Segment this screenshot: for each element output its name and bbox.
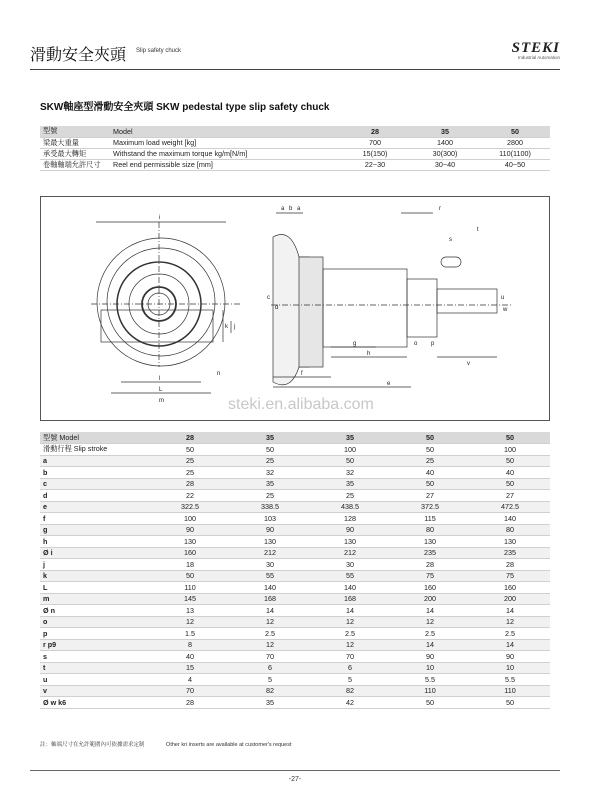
- dim-cell-value: 100: [310, 444, 390, 456]
- dim-cell-value: 50: [470, 455, 550, 467]
- dim-cell-label: s: [40, 651, 150, 663]
- front-flange-outer: [97, 238, 225, 366]
- dim-cell-value: 50: [390, 697, 470, 709]
- keyway-view: [441, 257, 461, 267]
- dim-cell-value: 35: [310, 432, 390, 444]
- dim-cell-label: g: [40, 524, 150, 536]
- label-p: p: [431, 341, 435, 347]
- label-L: L: [159, 387, 163, 393]
- dim-cell-value: 110: [150, 582, 230, 594]
- dim-cell-value: 75: [390, 570, 470, 582]
- dim-cell-label: 滑動行程 Slip stroke: [40, 444, 150, 456]
- dim-row: [40, 685, 550, 697]
- spec-cell-value: 2800: [480, 137, 550, 148]
- dim-cell-value: 80: [470, 524, 550, 536]
- label-a2: a: [297, 206, 301, 212]
- page-number: -27-: [288, 776, 302, 783]
- dim-cell-value: 472.5: [470, 501, 550, 513]
- label-o: o: [414, 341, 418, 347]
- spec-cell-en: Maximum load weight [kg]: [110, 137, 340, 148]
- dim-cell-value: 103: [230, 513, 310, 525]
- dim-cell-label: p: [40, 628, 150, 640]
- dim-row: [40, 662, 550, 674]
- dim-cell-value: 12: [310, 616, 390, 628]
- dim-row: [40, 628, 550, 640]
- dim-cell-value: 50: [150, 444, 230, 456]
- dim-cell-value: 70: [310, 651, 390, 663]
- dim-cell-value: 14: [310, 605, 390, 617]
- dim-cell-value: 70: [150, 685, 230, 697]
- dim-cell-value: 6: [230, 662, 310, 674]
- dim-cell-value: 140: [470, 513, 550, 525]
- dim-cell-value: 130: [390, 536, 470, 548]
- dim-cell-label: b: [40, 467, 150, 479]
- label-j: j: [234, 324, 236, 330]
- dim-cell-value: 90: [390, 651, 470, 663]
- dim-cell-value: 5: [310, 674, 390, 686]
- dim-cell-value: 50: [230, 444, 310, 456]
- dim-cell-value: 110: [470, 685, 550, 697]
- dim-cell-value: 100: [150, 513, 230, 525]
- spec-cell-zh: 承受最大轉矩: [40, 148, 110, 159]
- spec-row: [40, 137, 550, 148]
- dim-cell-value: 50: [470, 697, 550, 709]
- dim-cell-label: v: [40, 685, 150, 697]
- dim-cell-value: 115: [390, 513, 470, 525]
- dim-cell-value: 14: [470, 605, 550, 617]
- dim-cell-value: 27: [390, 490, 470, 502]
- dim-cell-label: f: [40, 513, 150, 525]
- dim-row: [40, 432, 550, 444]
- dim-cell-value: 25: [230, 490, 310, 502]
- dim-cell-value: 322.5: [150, 501, 230, 513]
- dim-cell-value: 50: [310, 455, 390, 467]
- dim-cell-value: 90: [150, 524, 230, 536]
- spec-cell-value: 1400: [410, 137, 480, 148]
- dim-cell-label: k: [40, 570, 150, 582]
- dim-cell-value: 168: [310, 593, 390, 605]
- front-flange-mid: [107, 248, 215, 356]
- dim-cell-value: 2.5: [470, 628, 550, 640]
- spec-cell-value: 50: [480, 126, 550, 137]
- label-n: n: [217, 371, 221, 377]
- dim-cell-value: 212: [230, 547, 310, 559]
- dim-row: [40, 593, 550, 605]
- logo-sub: Industrial Automation: [517, 55, 560, 60]
- spec-row: [40, 126, 550, 137]
- dim-cell-value: 28: [150, 432, 230, 444]
- dimension-table: [40, 432, 550, 709]
- dim-cell-label: Ø n: [40, 605, 150, 617]
- dim-cell-value: 160: [150, 547, 230, 559]
- dim-row: [40, 582, 550, 594]
- spec-cell-value: 700: [340, 137, 410, 148]
- dim-cell-value: 235: [390, 547, 470, 559]
- dim-cell-value: 25: [310, 490, 390, 502]
- dim-cell-label: h: [40, 536, 150, 548]
- dim-cell-value: 2.5: [310, 628, 390, 640]
- dim-cell-value: 10: [470, 662, 550, 674]
- dim-cell-value: 25: [390, 455, 470, 467]
- dim-cell-value: 130: [310, 536, 390, 548]
- dim-cell-value: 28: [150, 697, 230, 709]
- dim-cell-value: 235: [470, 547, 550, 559]
- label-b: b: [289, 206, 293, 212]
- dim-cell-value: 50: [150, 570, 230, 582]
- dim-cell-value: 110: [390, 685, 470, 697]
- dim-row: [40, 455, 550, 467]
- dim-cell-value: 28: [150, 478, 230, 490]
- dim-cell-label: 型號 Model: [40, 432, 150, 444]
- label-v: v: [467, 361, 470, 367]
- dim-cell-label: t: [40, 662, 150, 674]
- dim-row: [40, 674, 550, 686]
- spec-cell-zh: 型號: [40, 126, 110, 137]
- dim-cell-value: 200: [470, 593, 550, 605]
- dim-cell-label: d: [40, 490, 150, 502]
- dim-cell-value: 100: [470, 444, 550, 456]
- dim-row: [40, 559, 550, 571]
- dim-row: [40, 639, 550, 651]
- label-r: r: [439, 206, 441, 212]
- dim-cell-label: o: [40, 616, 150, 628]
- label-g: g: [353, 341, 357, 347]
- logo-brand: STEKI: [511, 40, 560, 56]
- dim-cell-value: 128: [310, 513, 390, 525]
- dim-cell-value: 50: [470, 432, 550, 444]
- label-t: t: [477, 227, 479, 233]
- label-l: l: [159, 376, 161, 382]
- dim-row: [40, 605, 550, 617]
- side-coupling: [299, 257, 323, 367]
- spec-cell-en: Withstand the maximum torque kg/m[N/m]: [110, 148, 340, 159]
- spec-row: [40, 159, 550, 170]
- dim-cell-value: 6: [310, 662, 390, 674]
- dim-cell-value: 35: [230, 697, 310, 709]
- dim-row: [40, 536, 550, 548]
- dim-cell-value: 12: [390, 616, 470, 628]
- dim-cell-value: 12: [470, 616, 550, 628]
- label-m: m: [159, 398, 164, 404]
- dim-cell-value: 5: [230, 674, 310, 686]
- dim-row: [40, 501, 550, 513]
- footnote: [40, 740, 292, 748]
- footer-divider: [30, 770, 560, 771]
- dim-cell-value: 4: [150, 674, 230, 686]
- dim-row: [40, 513, 550, 525]
- label-h: h: [367, 351, 371, 357]
- label-a1: a: [281, 206, 285, 212]
- dim-cell-value: 212: [310, 547, 390, 559]
- dim-cell-value: 12: [230, 639, 310, 651]
- dim-cell-value: 200: [390, 593, 470, 605]
- dim-row: [40, 478, 550, 490]
- spec-cell-value: 28: [340, 126, 410, 137]
- dim-cell-value: 13: [150, 605, 230, 617]
- dim-cell-value: 35: [310, 478, 390, 490]
- spec-row: [40, 148, 550, 159]
- dim-cell-value: 42: [310, 697, 390, 709]
- dim-cell-label: j: [40, 559, 150, 571]
- dim-cell-value: 140: [310, 582, 390, 594]
- dim-cell-value: 82: [230, 685, 310, 697]
- dim-cell-value: 90: [310, 524, 390, 536]
- dim-cell-value: 55: [310, 570, 390, 582]
- label-k: k: [225, 324, 228, 330]
- dim-cell-value: 28: [390, 559, 470, 571]
- dim-cell-value: 32: [230, 467, 310, 479]
- dim-cell-value: 160: [390, 582, 470, 594]
- dim-cell-label: m: [40, 593, 150, 605]
- dim-row: [40, 616, 550, 628]
- technical-drawing-svg: [41, 197, 551, 422]
- dim-cell-value: 82: [310, 685, 390, 697]
- dim-row: [40, 524, 550, 536]
- dim-cell-value: 2.5: [230, 628, 310, 640]
- label-c: c: [267, 295, 270, 301]
- spec-cell-value: 22~30: [340, 159, 410, 170]
- footnote-en: Other kri inserts are available at customer's request: [166, 742, 292, 748]
- dim-cell-value: 25: [150, 455, 230, 467]
- dim-cell-value: 130: [150, 536, 230, 548]
- spec-cell-zh: 梁最大重量: [40, 137, 110, 148]
- dim-cell-value: 14: [470, 639, 550, 651]
- label-i: i: [159, 215, 161, 221]
- label-u: u: [501, 295, 505, 301]
- dim-cell-value: 14: [390, 605, 470, 617]
- watermark: steki.en.alibaba.com: [228, 396, 374, 413]
- dim-row: [40, 467, 550, 479]
- dim-cell-value: 168: [230, 593, 310, 605]
- spec-cell-value: 35: [410, 126, 480, 137]
- label-e: e: [387, 381, 391, 387]
- dim-cell-value: 90: [230, 524, 310, 536]
- dim-cell-value: 70: [230, 651, 310, 663]
- dim-cell-label: Ø i: [40, 547, 150, 559]
- dim-cell-value: 372.5: [390, 501, 470, 513]
- dim-row: [40, 651, 550, 663]
- spec-cell-en: Model: [110, 126, 340, 137]
- dim-cell-value: 28: [470, 559, 550, 571]
- dim-cell-value: 50: [390, 444, 470, 456]
- dim-cell-value: 14: [230, 605, 310, 617]
- dim-cell-value: 145: [150, 593, 230, 605]
- dim-cell-value: 40: [470, 467, 550, 479]
- dim-cell-value: 140: [230, 582, 310, 594]
- dim-cell-value: 55: [230, 570, 310, 582]
- spec-cell-value: 15(150): [340, 148, 410, 159]
- spec-cell-en: Reel end permissible size [mm]: [110, 159, 340, 170]
- label-w: w: [503, 307, 508, 313]
- dim-row: [40, 444, 550, 456]
- spec-cell-value: 30~40: [410, 159, 480, 170]
- dim-cell-value: 22: [150, 490, 230, 502]
- dim-cell-value: 130: [230, 536, 310, 548]
- dim-cell-value: 10: [390, 662, 470, 674]
- dim-cell-value: 50: [390, 432, 470, 444]
- dim-cell-value: 75: [470, 570, 550, 582]
- dim-cell-label: e: [40, 501, 150, 513]
- page-header: [30, 40, 560, 70]
- side-flange: [407, 279, 437, 337]
- dim-cell-value: 40: [150, 651, 230, 663]
- dim-row: [40, 570, 550, 582]
- dim-cell-value: 25: [230, 455, 310, 467]
- dim-cell-value: 5.5: [390, 674, 470, 686]
- dim-cell-value: 25: [150, 467, 230, 479]
- dim-cell-value: 35: [230, 478, 310, 490]
- header-title-zh: 滑動安全夾頭: [30, 47, 127, 64]
- dim-cell-value: 27: [470, 490, 550, 502]
- dim-cell-value: 90: [470, 651, 550, 663]
- dim-cell-value: 160: [470, 582, 550, 594]
- steki-logo: [490, 40, 560, 66]
- header-title-en: Slip safety chuck: [136, 48, 182, 54]
- dim-cell-value: 35: [230, 432, 310, 444]
- dim-cell-value: 32: [310, 467, 390, 479]
- dim-cell-value: 14: [390, 639, 470, 651]
- dim-cell-value: 338.5: [230, 501, 310, 513]
- dim-row: [40, 547, 550, 559]
- dim-cell-value: 18: [150, 559, 230, 571]
- dim-cell-value: 5.5: [470, 674, 550, 686]
- dim-cell-value: 8: [150, 639, 230, 651]
- dim-cell-value: 12: [310, 639, 390, 651]
- dim-cell-value: 12: [150, 616, 230, 628]
- spec-cell-value: 30(300): [410, 148, 480, 159]
- dim-cell-label: u: [40, 674, 150, 686]
- label-s: s: [449, 237, 452, 243]
- section-title: SKW軸座型滑動安全夾頭 SKW pedestal type slip safety chuck: [40, 102, 330, 113]
- dim-cell-label: L: [40, 582, 150, 594]
- dim-cell-label: a: [40, 455, 150, 467]
- dim-cell-value: 2.5: [390, 628, 470, 640]
- side-housing: [323, 269, 407, 347]
- spec-cell-value: 40~50: [480, 159, 550, 170]
- dim-cell-value: 30: [310, 559, 390, 571]
- dim-cell-value: 30: [230, 559, 310, 571]
- spec-cell-zh: 卷軸軸端允許尺寸: [40, 159, 110, 170]
- dim-cell-value: 80: [390, 524, 470, 536]
- footnote-zh: 註：軸端尺寸在允許範圍內可依據需求定制: [40, 742, 145, 748]
- label-f: f: [301, 371, 303, 377]
- dim-cell-value: 438.5: [310, 501, 390, 513]
- dim-cell-value: 1.5: [150, 628, 230, 640]
- technical-drawing: [40, 196, 550, 421]
- side-shaft: [437, 289, 497, 313]
- dim-cell-label: Ø w k6: [40, 697, 150, 709]
- dim-cell-value: 130: [470, 536, 550, 548]
- spec-table: [40, 126, 550, 171]
- dim-cell-label: c: [40, 478, 150, 490]
- dim-cell-value: 50: [470, 478, 550, 490]
- spec-cell-value: 110(1100): [480, 148, 550, 159]
- dim-cell-value: 40: [390, 467, 470, 479]
- dim-cell-label: r p9: [40, 639, 150, 651]
- dim-cell-value: 15: [150, 662, 230, 674]
- dim-cell-value: 50: [390, 478, 470, 490]
- dim-row: [40, 490, 550, 502]
- dim-cell-value: 12: [230, 616, 310, 628]
- label-d: d: [275, 305, 279, 311]
- dim-row: [40, 697, 550, 709]
